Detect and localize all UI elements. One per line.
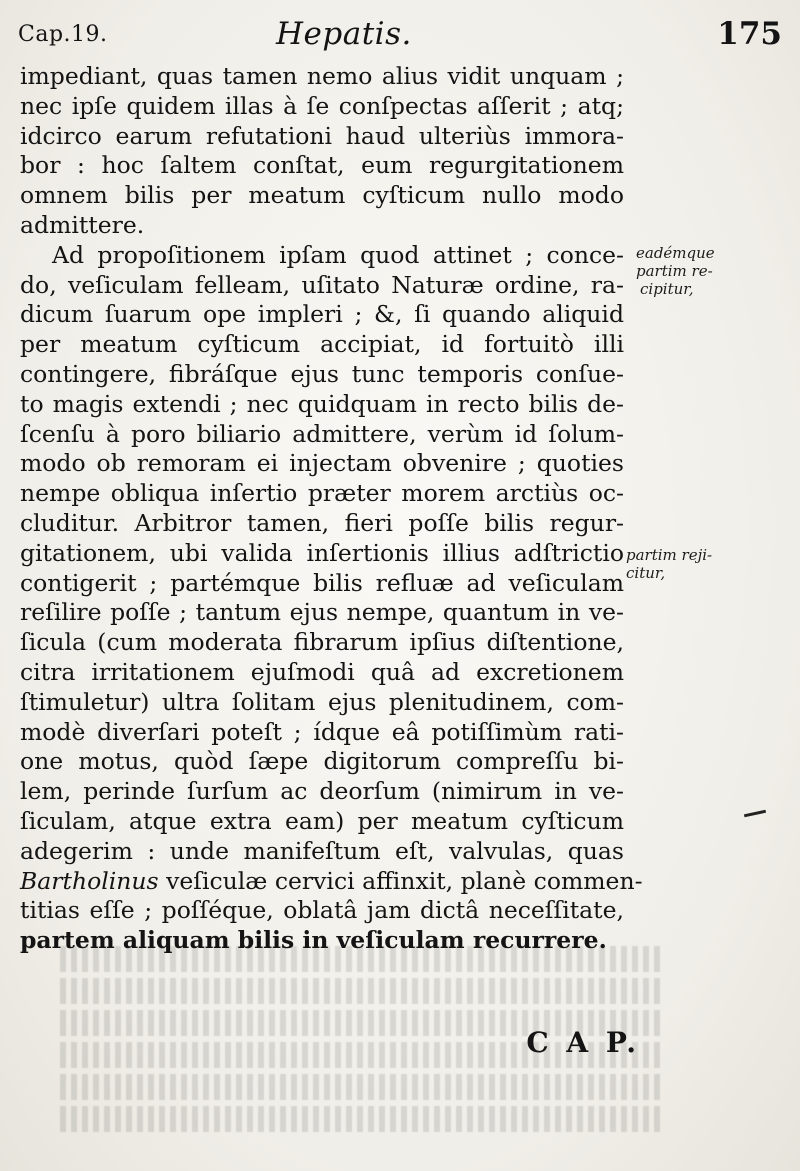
text-line: ſicula (cum moderata fibrarum ipſius diſtentione, bbox=[20, 628, 624, 657]
text-line: dicum ſuarum ope impleri ; &, ſi quando aliquid bbox=[20, 300, 624, 329]
margin-note-1 bbox=[636, 244, 715, 298]
text-line: Ad propoſitionem ipſam quod attinet ; conce- bbox=[52, 240, 624, 269]
margin-note-line: eadémque bbox=[636, 244, 715, 262]
catchword: C A P. bbox=[526, 1026, 640, 1059]
text-line: per meatum cyſticum accipiat, id fortuitò illi bbox=[20, 330, 624, 359]
proper-name: Bartholinus bbox=[20, 866, 159, 895]
text-line: omnem bilis per meatum cyſticum nullo modo bbox=[20, 181, 624, 210]
text-line: lem, perinde ſurſum ac deorſum (nimirum in ve- bbox=[20, 777, 624, 806]
text-line: gitationem, ubi valida inſertionis illius adſtrictio bbox=[20, 538, 624, 567]
chapter-label: Cap.19. bbox=[18, 22, 108, 47]
text-line: titias eſſe ; poſſéque, oblatâ jam dictâ neceſſitate, bbox=[20, 896, 624, 925]
text-line: to magis extendi ; nec quidquam in recto bilis de- bbox=[20, 389, 624, 418]
margin-note-line: partim reji- bbox=[626, 546, 713, 564]
text-line: nec ipſe quidem illas à ſe conſpectas aſſerit ; atq; bbox=[20, 91, 624, 120]
text-line: partem aliquam bilis in veſiculam recurrere. bbox=[20, 926, 607, 955]
page-number: 175 bbox=[717, 16, 782, 52]
running-header bbox=[18, 14, 782, 58]
text-line: one motus, quòd ſæpe digitorum compreſſu bi- bbox=[20, 747, 624, 776]
text-line: adegerim : unde manifeſtum eſt, valvulas, quas bbox=[20, 836, 624, 865]
margin-note-line: cipitur, bbox=[640, 280, 694, 298]
ink-mark bbox=[744, 810, 766, 818]
text-line: ſiculam, atque extra eam) per meatum cyſticum bbox=[20, 806, 624, 835]
paragraph-1 bbox=[20, 62, 624, 241]
text-line: modè diverſari poteſt ; ídque eâ potiſſimùm rati- bbox=[20, 717, 624, 746]
margin-note-line: partim re- bbox=[636, 262, 713, 280]
text-line: idcirco earum refutationi haud ulteriùs immora- bbox=[20, 121, 624, 150]
text-line: ſtimuletur) ultra ſolitam ejus plenitudinem, com- bbox=[20, 687, 624, 716]
text-line: admittere. bbox=[20, 210, 145, 239]
text-line: contingere, fibráſque ejus tunc temporis conſue- bbox=[20, 359, 624, 388]
margin-note-line: citur, bbox=[626, 564, 666, 582]
text-line: bor : hoc ſaltem conſtat, eum regurgitationem bbox=[20, 151, 624, 180]
text-line: reſilire poſſe ; tantum ejus nempe, quantum in ve- bbox=[20, 598, 624, 627]
text-line: do, veſiculam felleam, uſitato Naturæ ordine, ra- bbox=[20, 270, 624, 299]
text-line: cluditur. Arbitror tamen, fieri poſſe bilis regur- bbox=[20, 508, 624, 537]
text-line: modo ob remoram ei injectam obvenire ; quoties bbox=[20, 449, 624, 478]
text-line: citra irritationem ejuſmodi quâ ad excretionem bbox=[20, 657, 624, 686]
text-line: nempe obliqua inſertio præter morem arctiùs oc- bbox=[20, 479, 624, 508]
paragraph-2 bbox=[20, 240, 643, 956]
running-title: Hepatis. bbox=[276, 16, 412, 52]
text-line: Bartholinus veſiculæ cervici affinxit, planè commen- bbox=[20, 866, 643, 895]
text-line: ſcenſu à poro biliario admittere, verùm id ſolum- bbox=[20, 419, 624, 448]
text-line: impediant, quas tamen nemo alius vidit unquam ; bbox=[20, 62, 624, 90]
main-text bbox=[20, 62, 643, 956]
text-line: contigerit ; partémque bilis refluæ ad veſiculam bbox=[20, 568, 624, 597]
margin-note-2 bbox=[626, 546, 712, 582]
